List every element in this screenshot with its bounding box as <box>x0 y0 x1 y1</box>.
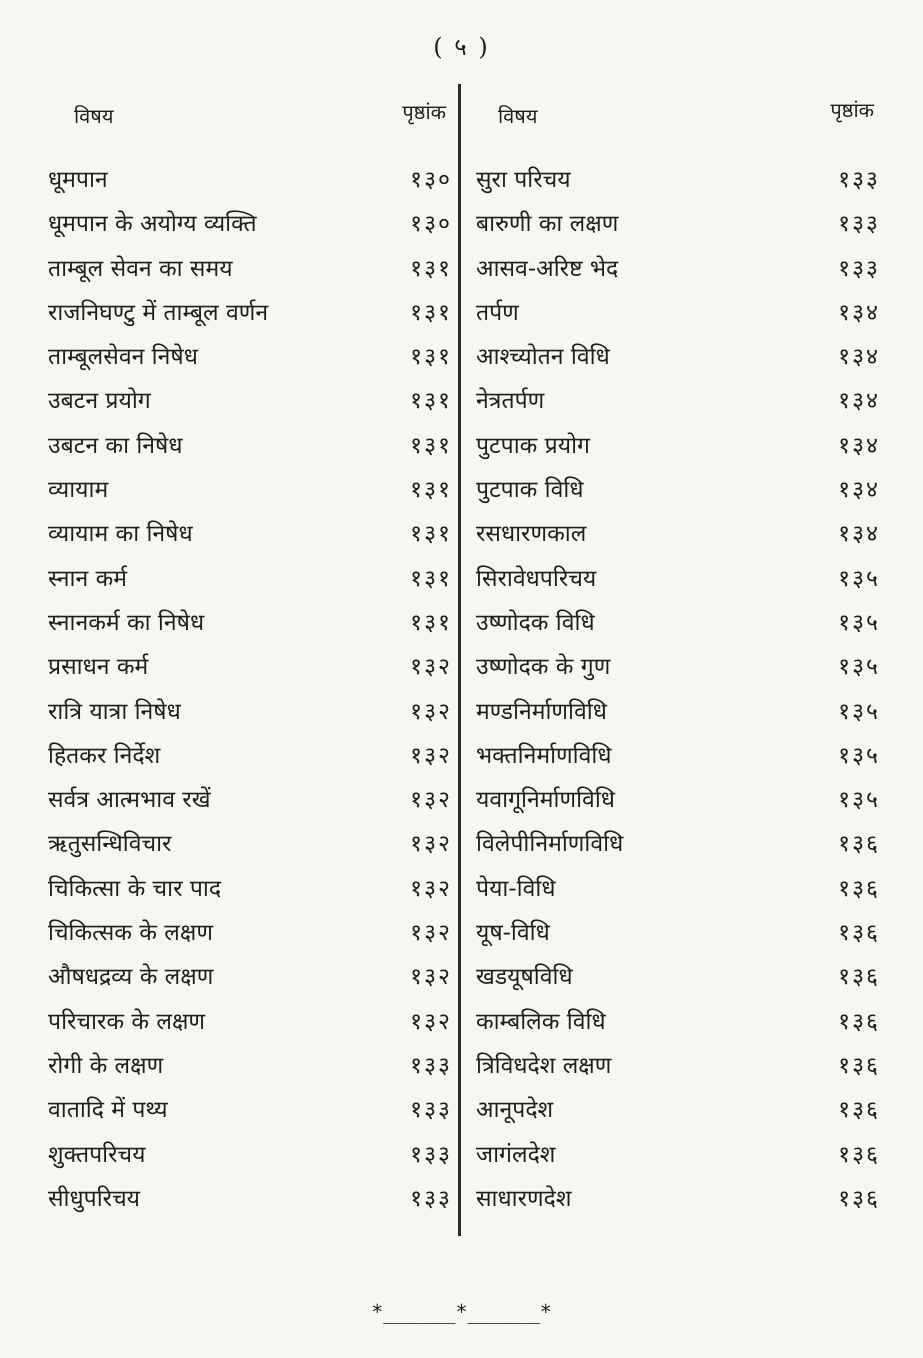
entry-subject: धूमपान के अयोग्य व्यक्ति <box>48 211 257 238</box>
entry-subject: वातादि में पथ्य <box>48 1097 168 1124</box>
index-entry <box>474 1133 886 1177</box>
entry-subject: औषधद्रव्य के लक्षण <box>48 964 214 991</box>
index-entry <box>48 734 452 778</box>
entry-subject: यवागूनिर्माणविधि <box>476 787 615 814</box>
entry-page-number: १३४ <box>838 432 880 459</box>
entry-subject: आनूपदेश <box>476 1097 554 1124</box>
index-entry <box>474 202 886 246</box>
entry-subject: सिरावेधपरिचय <box>476 565 597 592</box>
index-entry <box>474 1044 886 1088</box>
entry-page-number: १३२ <box>410 787 452 814</box>
entry-page-number: १३५ <box>838 654 880 681</box>
entry-subject: ऋतुसन्धिविचार <box>48 831 172 858</box>
entry-page-number: १३६ <box>838 1052 880 1079</box>
index-entry <box>48 335 452 379</box>
entry-subject: हितकर निर्देश <box>48 742 161 769</box>
entry-subject: खडयूषविधि <box>476 964 573 991</box>
index-entry <box>48 424 452 468</box>
entry-subject: उष्णोदक विधि <box>476 609 595 636</box>
entry-page-number: १३५ <box>838 609 880 636</box>
index-entry <box>474 955 886 999</box>
entry-page-number: १३६ <box>838 1141 880 1168</box>
entry-page-number: १३३ <box>838 255 880 282</box>
entry-subject: ताम्बूल सेवन का समय <box>48 255 233 282</box>
left-column <box>48 96 452 1221</box>
entry-page-number: १३२ <box>410 698 452 725</box>
entry-page-number: १३१ <box>410 609 452 636</box>
entry-page-number: १३१ <box>410 432 452 459</box>
entry-subject: पुटपाक प्रयोग <box>476 432 590 459</box>
entry-subject: विलेपीनिर्माणविधि <box>476 831 624 858</box>
index-entry <box>474 424 886 468</box>
index-entry <box>48 778 452 822</box>
entry-subject: रोगी के लक्षण <box>48 1052 164 1079</box>
index-entry <box>48 1177 452 1221</box>
entry-subject: भक्तनिर्माणविधि <box>476 742 612 769</box>
right-column-header <box>474 96 886 136</box>
index-entry <box>48 1088 452 1132</box>
entry-subject: तर्पण <box>476 299 519 326</box>
entry-subject: प्रसाधन कर्म <box>48 654 149 681</box>
entry-subject: बारुणी का लक्षण <box>476 211 619 238</box>
entry-page-number: १३२ <box>410 875 452 902</box>
entry-page-number: १३२ <box>410 831 452 858</box>
entry-subject: आश्च्योतन विधि <box>476 344 610 371</box>
entry-subject: परिचारक के लक्षण <box>48 1008 206 1035</box>
index-entry <box>474 778 886 822</box>
entry-subject: सर्वत्र आत्मभाव रखें <box>48 787 211 814</box>
entry-page-number: १३१ <box>410 477 452 504</box>
right-rows <box>474 158 886 1221</box>
entry-subject: स्नान कर्म <box>48 565 128 592</box>
entry-page-number: १३४ <box>838 299 880 326</box>
index-entry <box>474 690 886 734</box>
entry-subject: नेत्रतर्पण <box>476 388 545 415</box>
entry-page-number: १३१ <box>410 344 452 371</box>
entry-subject: राजनिघण्टु में ताम्बूल वर्णन <box>48 299 269 326</box>
entry-subject: साधारणदेश <box>476 1185 572 1212</box>
page-header: पृष्ठांक <box>402 100 446 124</box>
entry-page-number: १३३ <box>410 1097 452 1124</box>
index-entry <box>474 468 886 512</box>
index-entry <box>48 822 452 866</box>
entry-subject: उबटन प्रयोग <box>48 388 151 415</box>
entry-subject: उबटन का निषेध <box>48 432 183 459</box>
index-entry <box>48 158 452 202</box>
index-entry <box>474 512 886 556</box>
entry-subject: पुटपाक विधि <box>476 477 584 504</box>
entry-subject: सीधुपरिचय <box>48 1185 141 1212</box>
entry-subject: सुरा परिचय <box>476 167 571 193</box>
index-entry <box>474 1088 886 1132</box>
index-entry <box>474 335 886 379</box>
entry-page-number: १३६ <box>838 1097 880 1124</box>
entry-page-number: १३६ <box>838 964 880 991</box>
entry-subject: ताम्बूलसेवन निषेध <box>48 344 198 371</box>
entry-page-number: १३४ <box>838 477 880 504</box>
entry-page-number: १३० <box>410 167 452 193</box>
entry-page-number: १३३ <box>410 1052 452 1079</box>
entry-subject: व्यायाम <box>48 477 109 504</box>
entry-page-number: १३१ <box>410 255 452 282</box>
entry-subject: उष्णोदक के गुण <box>476 654 611 681</box>
entry-subject: मण्डनिर्माणविधि <box>476 698 607 725</box>
entry-page-number: १३३ <box>410 1185 452 1212</box>
index-entry <box>474 601 886 645</box>
entry-subject: रसधारणकाल <box>476 521 587 548</box>
index-entry <box>474 557 886 601</box>
entry-page-number: १३४ <box>838 388 880 415</box>
entry-subject: पेया-विधि <box>476 875 556 902</box>
entry-page-number: १३३ <box>838 167 880 193</box>
index-entry <box>474 379 886 423</box>
entry-subject: व्यायाम का निषेध <box>48 521 193 548</box>
entry-page-number: १३२ <box>410 1008 452 1035</box>
index-entry <box>48 557 452 601</box>
entry-page-number: १३४ <box>838 521 880 548</box>
entry-page-number: १३६ <box>838 1008 880 1035</box>
index-entry <box>48 911 452 955</box>
entry-page-number: १३१ <box>410 299 452 326</box>
index-entry <box>474 1000 886 1044</box>
index-entry <box>474 291 886 335</box>
entry-page-number: १३१ <box>410 388 452 415</box>
index-entry <box>48 291 452 335</box>
entry-subject: स्नानकर्म का निषेध <box>48 609 205 636</box>
entry-page-number: १३६ <box>838 831 880 858</box>
entry-subject: धूमपान <box>48 167 108 193</box>
page-header: पृष्ठांक <box>830 98 874 122</box>
entry-subject: शुक्तपरिचय <box>48 1141 146 1168</box>
index-entry <box>474 1177 886 1221</box>
column-divider <box>458 84 461 1236</box>
entry-page-number: १३३ <box>838 211 880 238</box>
entry-page-number: १३१ <box>410 521 452 548</box>
index-entry <box>48 601 452 645</box>
index-entry <box>474 867 886 911</box>
entry-subject: आसव-अरिष्ट भेद <box>476 255 619 282</box>
page-number: ( ५ ) <box>433 33 490 61</box>
entry-page-number: १३० <box>410 211 452 238</box>
index-entry <box>474 911 886 955</box>
subject-header: विषय <box>74 104 114 128</box>
entry-subject: जागंलदेश <box>476 1141 556 1168</box>
entry-page-number: १३६ <box>838 875 880 902</box>
index-entry <box>48 1044 452 1088</box>
entry-subject: चिकित्सक के लक्षण <box>48 920 213 947</box>
index-entry <box>48 690 452 734</box>
index-entry <box>474 645 886 689</box>
index-entry <box>48 1133 452 1177</box>
index-entry <box>48 867 452 911</box>
index-entry <box>474 734 886 778</box>
subject-header: विषय <box>498 104 538 128</box>
entry-page-number: १३२ <box>410 920 452 947</box>
index-entry <box>474 158 886 202</box>
index-entry <box>48 379 452 423</box>
entry-page-number: १३६ <box>838 920 880 947</box>
entry-page-number: १३५ <box>838 787 880 814</box>
index-entry <box>474 822 886 866</box>
right-column <box>474 96 886 1221</box>
entry-page-number: १३२ <box>410 742 452 769</box>
entry-subject: यूष-विधि <box>476 920 550 947</box>
entry-subject: त्रिविधदेश लक्षण <box>476 1052 612 1079</box>
index-entry <box>48 645 452 689</box>
entry-subject: काम्बलिक विधि <box>476 1008 606 1035</box>
index-entry <box>48 955 452 999</box>
index-entry <box>48 1000 452 1044</box>
entry-page-number: १३२ <box>410 964 452 991</box>
entry-page-number: १३५ <box>838 565 880 592</box>
entry-page-number: १३४ <box>838 344 880 371</box>
index-entry <box>474 247 886 291</box>
entry-subject: चिकित्सा के चार पाद <box>48 875 222 902</box>
entry-page-number: १३१ <box>410 565 452 592</box>
entry-page-number: १३५ <box>838 742 880 769</box>
index-entry <box>48 512 452 556</box>
end-mark: *______*______* <box>371 1300 552 1324</box>
index-entry <box>48 247 452 291</box>
left-column-header <box>48 96 452 136</box>
entry-subject: रात्रि यात्रा निषेध <box>48 698 181 725</box>
left-rows <box>48 158 452 1221</box>
entry-page-number: १३३ <box>410 1141 452 1168</box>
entry-page-number: १३२ <box>410 654 452 681</box>
index-entry <box>48 202 452 246</box>
entry-page-number: १३६ <box>838 1185 880 1212</box>
entry-page-number: १३५ <box>838 698 880 725</box>
index-entry <box>48 468 452 512</box>
